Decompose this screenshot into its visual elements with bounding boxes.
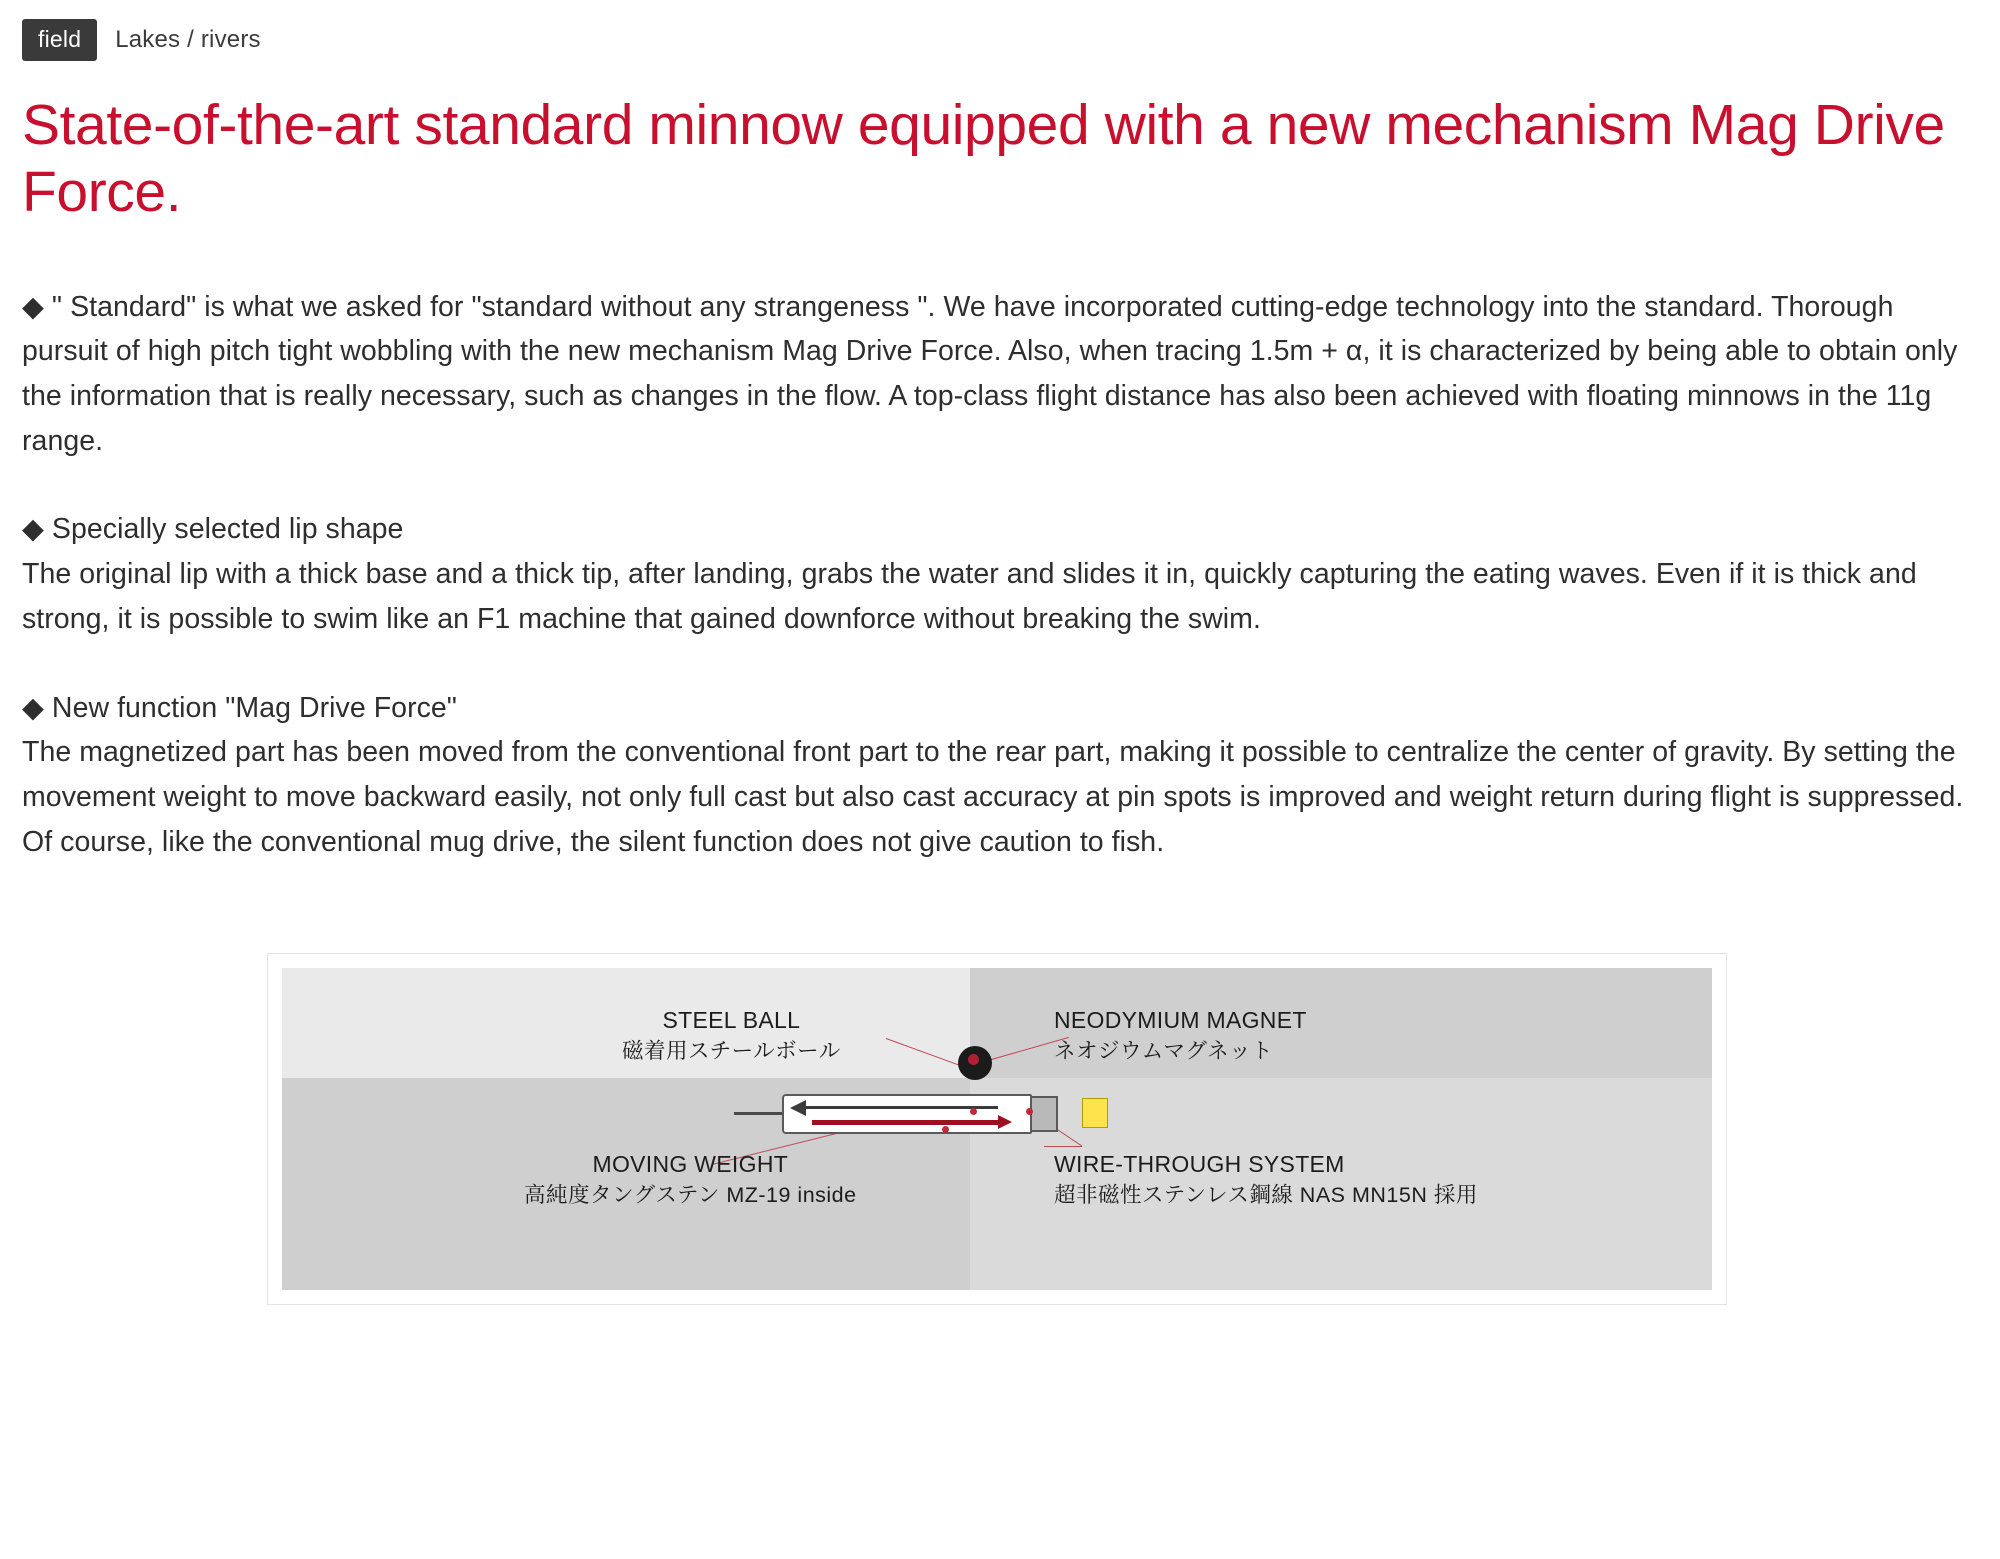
lure-diagram: [282, 968, 1712, 1290]
label-wire-through-system-en: WIRE-THROUGH SYSTEM: [1054, 1150, 1345, 1177]
marker-dot-a-icon: [970, 1108, 977, 1115]
marker-dot-c-icon: [942, 1126, 949, 1133]
label-steel-ball: [622, 1004, 841, 1067]
marker-dot-b-icon: [1026, 1108, 1033, 1115]
wire-through-rod: [812, 1120, 998, 1125]
label-steel-ball-en: STEEL BALL: [662, 1006, 801, 1033]
paragraph-mag-drive-force-text: The magnetized part has been moved from the conventional front part to the rear part, making it possible to centralize the center of gravity. By setting the movement weight to move backward easily, not only full cast but also cast accuracy at pin spots is improved and weight return during flight is suppressed. Of course, like the conventional mug drive, the silent function does not give caution to fish.: [22, 736, 1964, 858]
label-moving-weight-en: MOVING WEIGHT: [592, 1150, 789, 1177]
label-neodymium-magnet: [1054, 1004, 1307, 1067]
weight-travel-arrow-shaft: [802, 1106, 998, 1109]
leader-line-wire-through-b: [1044, 1146, 1082, 1147]
label-wire-through-system-jp: 超非磁性ステンレス鋼線 NAS MN15N 採用: [1054, 1183, 1478, 1208]
subheading-lip-shape: ◆ Specially selected lip shape: [22, 513, 404, 546]
lure-nose-line: [734, 1112, 786, 1115]
weight-travel-arrow-head: [790, 1100, 806, 1116]
label-steel-ball-jp: 磁着用スチールボール: [622, 1039, 841, 1064]
steel-ball-highlight-icon: [968, 1054, 979, 1065]
breadcrumb-tag[interactable]: field: [22, 19, 97, 61]
lure-cutaway-figure: [267, 953, 1727, 1305]
neodymium-magnet-icon: [1082, 1098, 1108, 1128]
subheading-mag-drive-force: ◆ New function "Mag Drive Force": [22, 691, 457, 724]
page-title: State-of-the-art standard minnow equipped with a new mechanism Mag Drive Force.: [22, 93, 1945, 225]
label-moving-weight-jp: 高純度タングステン MZ-19 inside: [524, 1183, 857, 1208]
paragraph-lip-shape: [22, 507, 1972, 641]
paragraph-lip-shape-text: The original lip with a thick base and a thick tip, after landing, grabs the water and slides it in, quickly capturing the eating waves. Even if it is thick and strong, it is possible to swim like an F1 machine that gained downforce without breaking the swim.: [22, 558, 1917, 635]
lure-tail-section: [1030, 1096, 1058, 1132]
lure-body-shell: [782, 1094, 1032, 1134]
label-neodymium-magnet-en: NEODYMIUM MAGNET: [1054, 1006, 1307, 1033]
paragraph-intro: ◆ " Standard" is what we asked for "standard without any strangeness ". We have incorporated cutting-edge technology into the standard. Thorough pursuit of high pitch tight wobbling with the new mechanism Mag Drive Force. Also, when tracing 1.5m + α, it is characterized by being able to obtain only the information that is really necessary, such as changes in the flow. A top-class flight distance has also been achieved with floating minnows in the 11g range.: [22, 290, 1958, 457]
figure-container: [22, 953, 1972, 1305]
wire-through-rod-tip: [998, 1115, 1012, 1129]
breadcrumb: [22, 18, 1972, 62]
paragraph-mag-drive-force: [22, 686, 1972, 865]
label-moving-weight: [524, 1148, 857, 1211]
label-wire-through-system: [1054, 1148, 1478, 1211]
breadcrumb-path[interactable]: Lakes / rivers: [115, 26, 261, 53]
article-body: [22, 285, 1972, 865]
label-neodymium-magnet-jp: ネオジウムマグネット: [1054, 1039, 1274, 1064]
